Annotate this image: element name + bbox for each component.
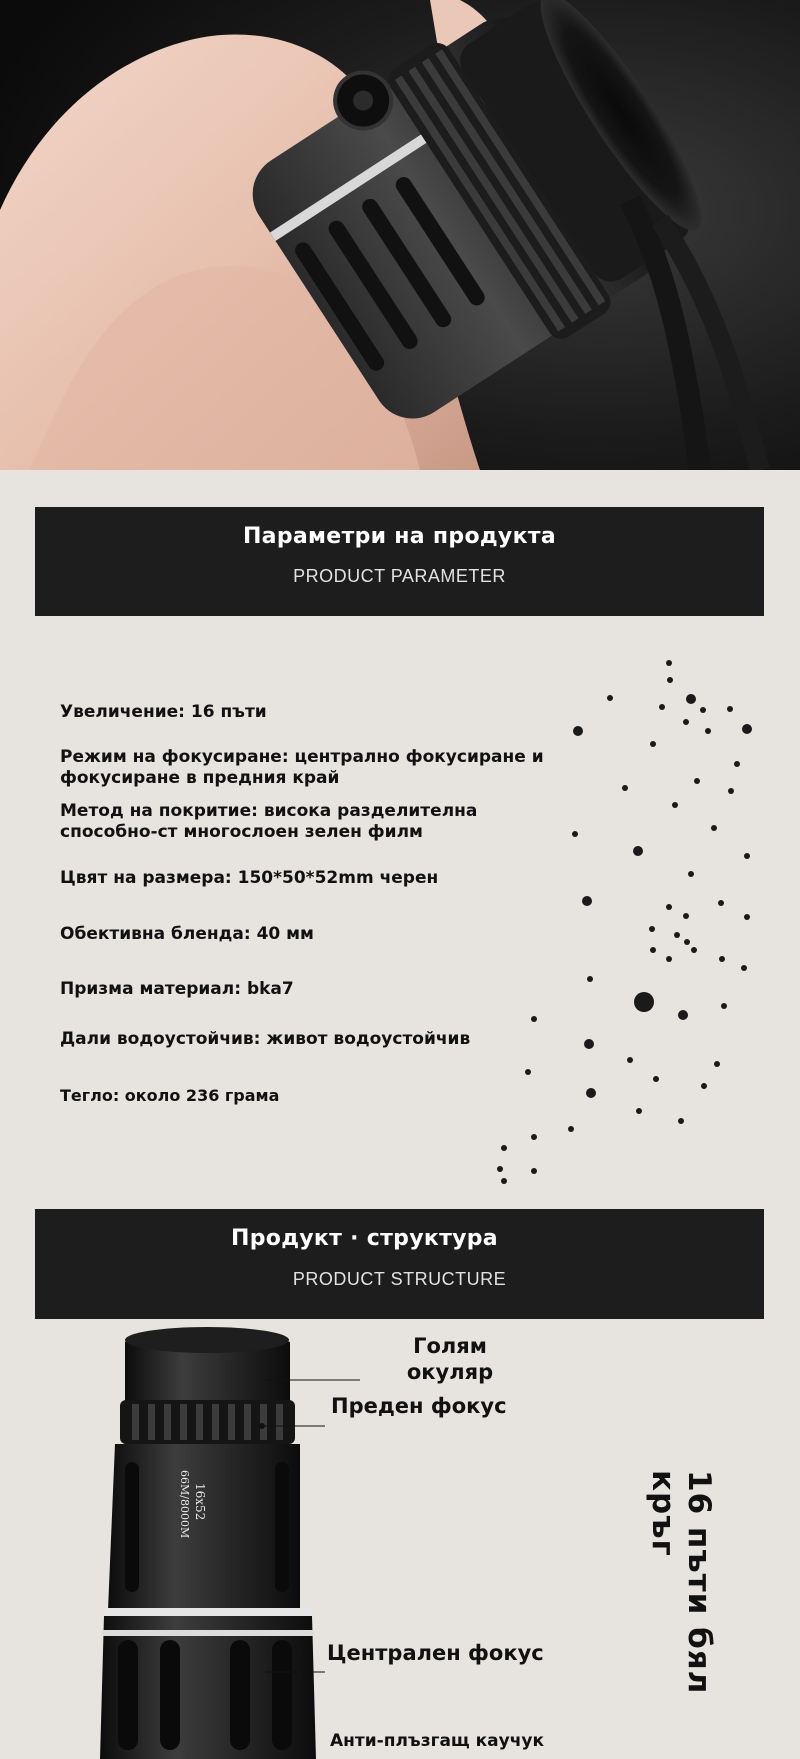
label-central-focus: Централен фокус (327, 1641, 544, 1665)
label-eyepiece: Голям окуляр (406, 1334, 494, 1384)
label-anti-slip-rubber: Анти-плъзгащ каучук (330, 1731, 545, 1751)
parameters-subtitle: PRODUCT PARAMETER (293, 566, 506, 586)
engraving-model: 16x52 (193, 1483, 207, 1521)
structure-banner (35, 1209, 764, 1319)
spec-coating: Метод на покритие: висока разделителна способно-ст многослоен зелен филм (60, 801, 478, 842)
decorative-dots (0, 640, 800, 1200)
spec-size-color: Цвят на размера: 150*50*52mm черен (60, 868, 439, 888)
spec-waterproof: Дали водоустойчив: живот водоустойчив (60, 1029, 471, 1049)
hero-photo (0, 0, 800, 470)
spec-weight: Тегло: около 236 грама (60, 1086, 280, 1105)
parameters-banner (35, 507, 764, 616)
vertical-caption: 16 пъти бял кръг (645, 1470, 717, 1695)
engraving-field: 66M/8000M (178, 1470, 191, 1539)
label-front-focus: Преден фокус (331, 1394, 507, 1418)
spec-objective-aperture: Обективна бленда: 40 мм (60, 924, 314, 944)
structure-title: Продукт · структура (231, 1226, 498, 1251)
spec-magnification: Увеличение: 16 пъти (60, 702, 267, 722)
structure-subtitle: PRODUCT STRUCTURE (292, 1269, 507, 1289)
monocular-in-hand-illustration (0, 0, 800, 470)
parameters-title: Параметри на продукта (242, 524, 557, 549)
spec-focus-mode: Режим на фокусиране: централно фокусиране и фокусиране в предния край (60, 747, 544, 788)
spec-prism-material: Призма материал: bka7 (60, 979, 294, 999)
